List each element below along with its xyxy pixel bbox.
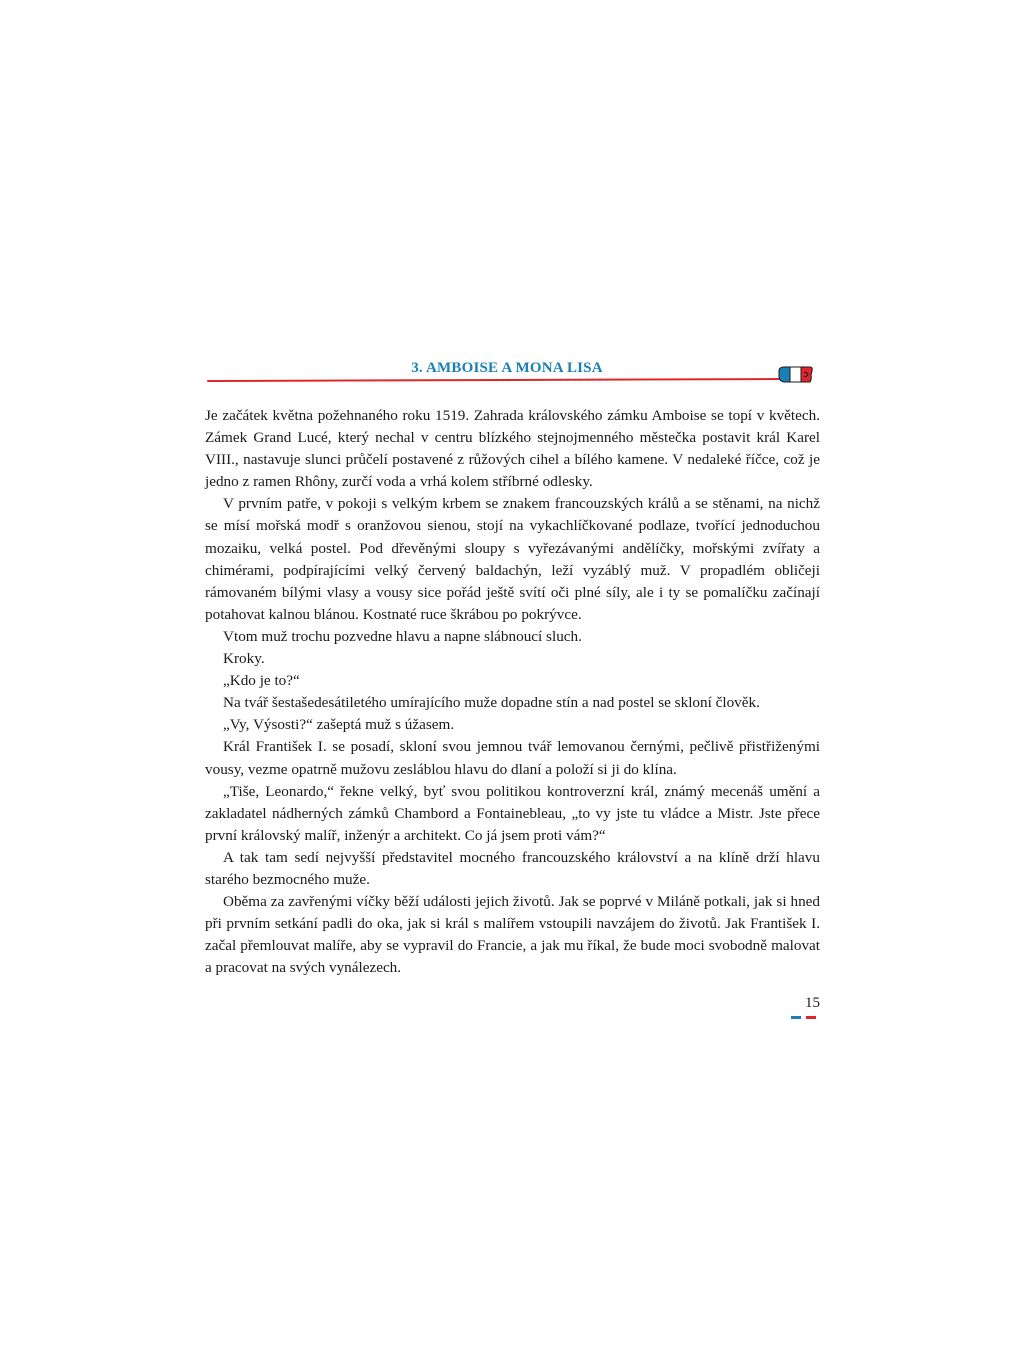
- paragraph: Oběma za zavřenými víčky běží události jejich životů. Jak se poprvé v Miláně potkali, jak si hned při prvním setkání padli do oka, jak si král s malířem vstoupili navzájem do životů. Jak František I. začal přemlouvat malíře, aby se vypravil do Francie, a jak mu říkal, že bude moci svobodně malovat a pracovat na svých vynálezech.: [205, 893, 820, 977]
- paragraph: Vtom muž trochu pozvedne hlavu a napne slábnoucí sluch.: [223, 627, 582, 645]
- paragraph: Kroky.: [223, 650, 265, 668]
- page-number-blue-dash: [791, 1016, 801, 1019]
- chapter-header: [207, 356, 817, 390]
- paragraph: „Kdo je to?“: [223, 672, 300, 690]
- paragraph: Na tvář šestašedesátiletého umírajícího muže dopadne stín a nad postel se skloní člověk.: [223, 694, 760, 712]
- paragraph: Je začátek května požehnaného roku 1519. Zahrada královského zámku Amboise se topí v květech. Zámek Grand Lucé, který nechal v centru blízkého stejnojmenného městečka postavit král Karel VIII., nastavuje slunci průčelí postavené z růžových cihel a bílého kamene. V nedaleké říčce, což je jedno z ramen Rhôny, zurčí voda a vrhá kolem stříbrné odlesky.: [205, 407, 820, 491]
- body-text: [205, 405, 820, 979]
- page-number: 15: [805, 995, 820, 1011]
- paragraph: V prvním patře, v pokoji s velkým krbem se znakem francouzských králů a se stěnami, na nichž se mísí mořská modř s oranžovou sienou, stojí na vykachlíčkované podlaze, tvořící jednoduchou mozaiku, velká postel. Pod dřevěnými sloupy s vyřezávanými andělíčky, mořskými zvířaty a chimérami, podpírajícími velký červený baldachýn, leží vyzáblý muž. V propadlém obličeji rámovaném bílými vlasy a vousy sice pořád ještě svítí oči plné síly, ale i ty se pomalíčku začínají potahovat kalnou blánou. Kostnaté ruce škrábou po pokrývce.: [205, 495, 820, 623]
- paragraph: „Vy, Výsosti?“ zašeptá muž s úžasem.: [223, 716, 455, 734]
- paragraph: „Tiše, Leonardo,“ řekne velký, byť svou politikou kontroverzní král, známý mecenáš umění a zakladatel nádherných zámků Chambord a Fontainebleau, „to vy jste tu vládce a Mistr. Jste přece první královský malíř, inženýr a architekt. Co já jsem proti vám?“: [205, 782, 820, 844]
- chapter-title: 3. AMBOISE A MONA LISA: [411, 360, 603, 376]
- header-rule: [207, 378, 782, 382]
- paragraph: Král František I. se posadí, skloní svou jemnou tvář lemovanou černými, pečlivě přistřiženými vousy, vezme opatrně mužovu zesláblou hlavu do dlaní a položí si ji do klína.: [205, 738, 820, 778]
- paragraph: A tak tam sedí nejvyšší představitel mocného francouzského království a na klíně drží hlavu starého bezmocného muže.: [205, 848, 820, 888]
- page-number-red-dash: [806, 1016, 816, 1019]
- french-flag-icon: [777, 364, 815, 384]
